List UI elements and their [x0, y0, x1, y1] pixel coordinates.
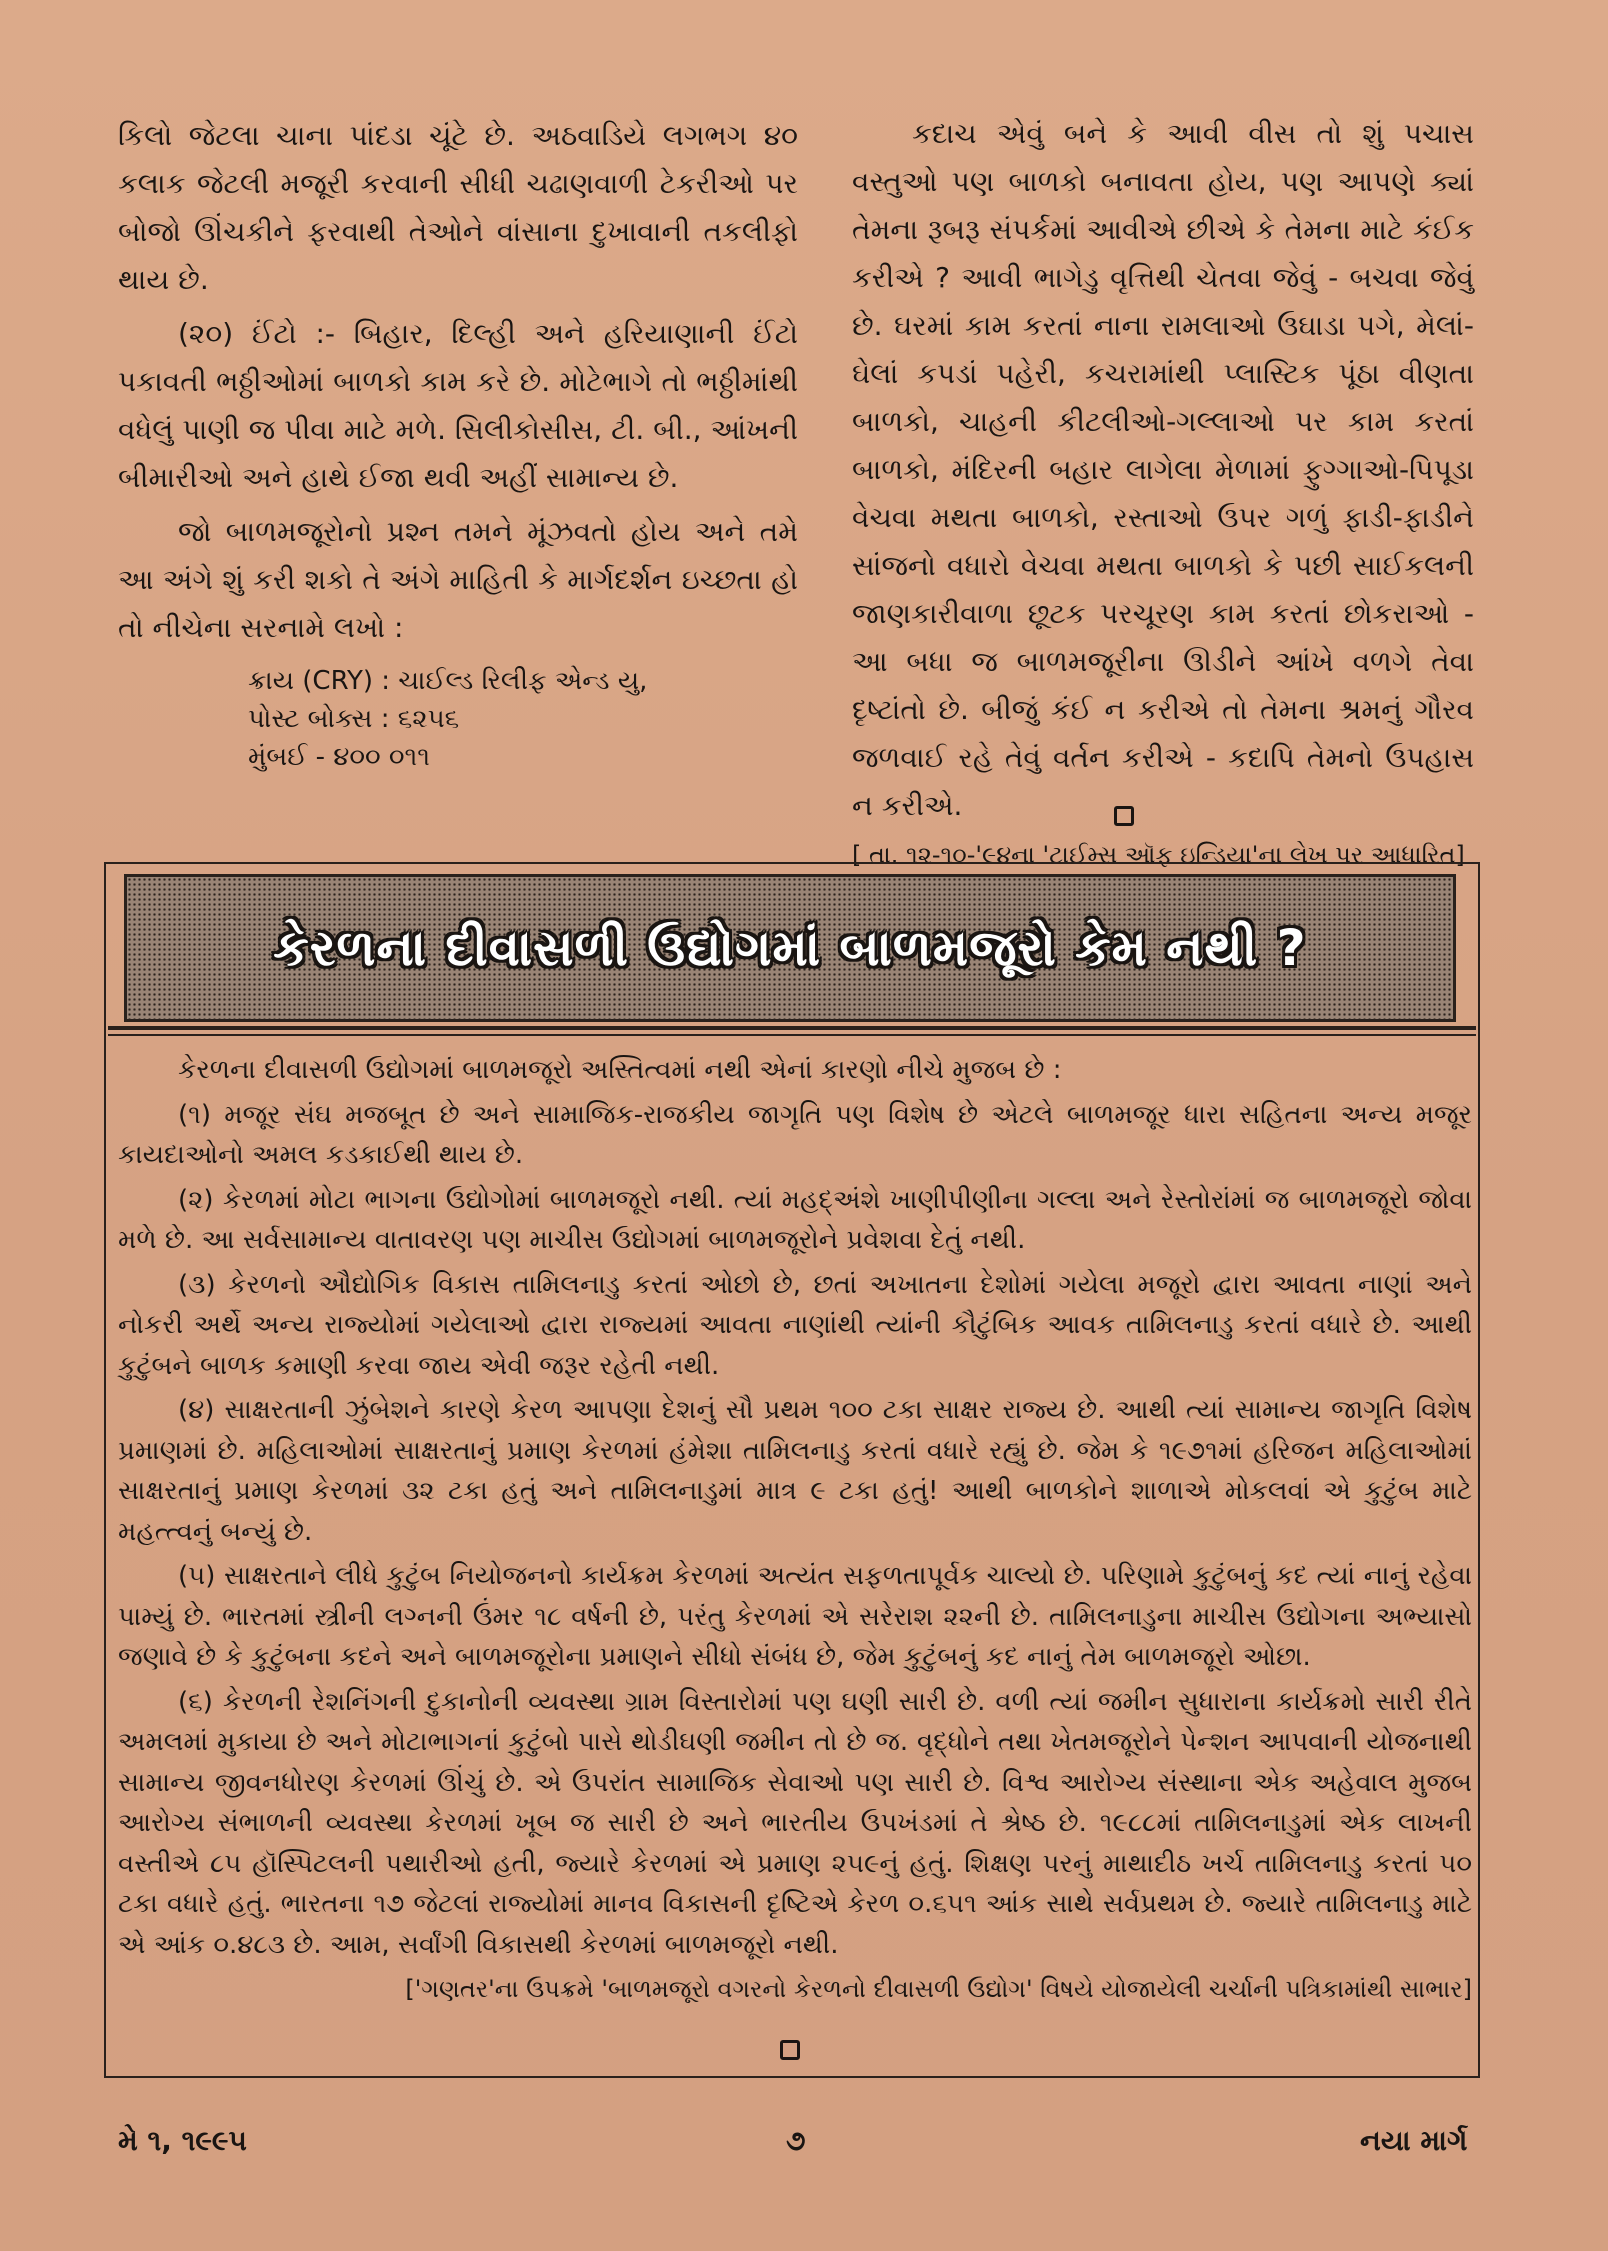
article-point-6: (૬) કેરળની રેશનિંગની દુકાનોની વ્યવસ્થા ગ્રામ વિસ્તારોમાં પણ ઘણી સારી છે. વળી ત્યાં જમીન સુધારાના કાર્યક્રમો સારી રીતે અમલમાં મુકાયા છે અને મોટાભાગનાં કુટુંબો પાસે થોડીઘણી જમીન તો છે જ. વૃદ્ધોને તથા ખેતમજૂરોને પેન્શન આપવાની યોજનાથી સામાન્ય જીવનધોરણ કેરળમાં ઊંચું છે. એ ઉપરાંત સામાજિક સેવાઓ પણ સારી છે. વિશ્વ આરોગ્ય સંસ્થાના એક અહેવાલ મુજબ આરોગ્ય સંભાળની વ્યવસ્થા કેરળમાં ખૂબ જ સારી છે અને ભારતીય ઉપખંડમાં તે શ્રેષ્ઠ છે. ૧૯૮૮માં તામિલનાડુમાં એક લાખની વસ્તીએ ૮૫ હૉસ્પિટલની પથારીઓ હતી, જ્યારે કેરળમાં એ પ્રમાણ ૨૫૯નું હતું. શિક્ષણ પરનું માથાદીઠ ખર્ચ તામિલનાડુ કરતાં ૫૦ ટકા વધારે હતું. ભારતના ૧૭ જેટલાં રાજ્યોમાં માનવ વિકાસની દૃષ્ટિએ કેરળ ૦.૬૫૧ આંક સાથે સર્વપ્રથમ છે. જ્યારે તામિલનાડુ માટે એ આંક ૦.૪૮૩ છે. આમ, સર્વાંગી વિકાસથી કેરળમાં બાળમજૂરો નથી. — [118, 1686, 1472, 1960]
right-column — [852, 110, 1474, 874]
article-title-banner — [124, 874, 1456, 1022]
address-block — [248, 662, 798, 776]
article-title: કેરળના દીવાસળી ઉદ્યોગમાં બાળમજૂરો કેમ નથી ? — [273, 918, 1307, 977]
footer-magazine-name: નયા માર્ગ — [1360, 2124, 1468, 2157]
article-point-3: (૩) કેરળનો ઔદ્યોગિક વિકાસ તામિલનાડુ કરતાં ઓછો છે, છતાં અખાતના દેશોમાં ગયેલા મજૂરો દ્વારા આવતા નાણાં અને નોકરી અર્થે અન્ય રાજ્યોમાં ગયેલાઓ દ્વારા રાજ્યમાં આવતા નાણાંથી ત્યાંની કૌટુંબિક આવક તામિલનાડુ કરતાં વધારે છે. આથી કુટુંબને બાળક કમાણી કરવા જાય એવી જરૂર રહેતી નથી. — [118, 1269, 1472, 1381]
right-source-note: [ તા. ૧૨-૧૦-'૯૪ના 'ટાઈમ્સ ઑફ ઇન્ડિયા'ના લેખ પર આધારિત] — [852, 841, 1465, 869]
article-point-4: (૪) સાક્ષરતાની ઝુંબેશને કારણે કેરળ આપણા દેશનું સૌ પ્રથમ ૧૦૦ ટકા સાક્ષર રાજ્ય છે. આથી ત્યાં સામાન્ય જાગૃતિ વિશેષ પ્રમાણમાં છે. મહિલાઓમાં સાક્ષરતાનું પ્રમાણ કેરળમાં હંમેશા તામિલનાડુ કરતાં વધારે રહ્યું છે. જેમ કે ૧૯૭૧માં હરિજન મહિલાઓમાં સાક્ષરતાનું પ્રમાણ કેરળમાં ૩૨ ટકા હતું અને તામિલનાડુમાં માત્ર ૯ ટકા હતું! આથી બાળકોને શાળાએ મોકલવાં એ કુટુંબ માટે મહત્ત્વનું બન્યું છે. — [118, 1395, 1472, 1547]
right-para-1: કદાચ એવું બને કે આવી વીસ તો શું પચાસ વસ્તુઓ પણ બાળકો બનાવતા હોય, પણ આપણે ક્યાં તેમના રૂબરૂ સંપર્કમાં આવીએ છીએ કે તેમના માટે કંઈક કરીએ ? આવી ભાગેડુ વૃત્તિથી ચેતવા જેવું - બચવા જેવું છે. ઘરમાં કામ કરતાં નાના રામલાઓ ઉઘાડા પગે, મેલાં-ઘેલાં કપડાં પહેરી, કચરામાંથી પ્લાસ્ટિક પૂંઠા વીણતા બાળકો, ચાહની કીટલીઓ-ગલ્લાઓ પર કામ કરતાં બાળકો, મંદિરની બહાર લાગેલા મેળામાં ફુગ્ગાઓ-પિપૂડા વેચવા મથતા બાળકો, રસ્તાઓ ઉપર ગળું ફાડી-ફાડીને સાંજનો વધારો વેચવા મથતા બાળકો કે પછી સાઈકલની જાણકારીવાળા છૂટક પરચૂરણ કામ કરતાં છોકરાઓ - આ બધા જ બાળમજૂરીના ઊડીને આંખે વળગે તેવા દૃષ્ટાંતો છે. બીજું કંઈ ન કરીએ તો તેમના શ્રમનું ગૌરવ જળવાઈ રહે તેવું વર્તન કરીએ - કદાપિ તેમનો ઉપહાસ ન કરીએ. — [852, 117, 1474, 822]
footer-date: મે ૧, ૧૯૯૫ — [118, 2124, 247, 2157]
article-point-5: (૫) સાક્ષરતાને લીધે કુટુંબ નિયોજનનો કાર્યક્રમ કેરળમાં અત્યંત સફળતાપૂર્વક ચાલ્યો છે. પરિણામે કુટુંબનું કદ ત્યાં નાનું રહેવા પામ્યું છે. ભારતમાં સ્ત્રીની લગ્નની ઉંમર ૧૮ વર્ષની છે, પરંતુ કેરળમાં એ સરેરાશ ૨૨ની છે. તામિલનાડુના માચીસ ઉદ્યોગના અભ્યાસો જણાવે છે કે કુટુંબના કદને અને બાળમજૂરોના પ્રમાણને સીધો સંબંધ છે, જેમ કુટુંબનું કદ નાનું તેમ બાળમજૂરો ઓછા. — [118, 1561, 1472, 1672]
left-para-1: કિલો જેટલા ચાના પાંદડા ચૂંટે છે. અઠવાડિયે લગભગ ૪૦ કલાક જેટલી મજૂરી કરવાની સીધી ચઢાણવાળી ટેકરીઓ પર બોજો ઊંચકીને ફરવાથી તેઓને વાંસાના દુખાવાની તકલીફો થાય છે. — [118, 119, 798, 296]
title-rule-thick — [108, 1026, 1476, 1030]
article-body — [118, 1050, 1472, 2014]
left-para-3: જો બાળમજૂરોનો પ્રશ્ન તમને મૂંઝવતો હોય અને તમે આ અંગે શું કરી શકો તે અંગે માહિતી કે માર્ગદર્શન ઇચ્છતા હો તો નીચેના સરનામે લખો : — [118, 515, 798, 644]
article-intro: કેરળના દીવાસળી ઉદ્યોગમાં બાળમજૂરો અસ્તિત્વમાં નથી એનાં કારણો નીચે મુજબ છે : — [178, 1055, 1062, 1085]
address-line-3: મુંબઈ - ૪૦૦ ૦૧૧ — [248, 742, 431, 772]
address-line-1: ક્રાય (CRY) : ચાઈલ્ડ રિલીફ એન્ડ યુ, — [248, 666, 648, 696]
left-column — [118, 112, 798, 776]
article-point-2: (૨) કેરળમાં મોટા ભાગના ઉદ્યોગોમાં બાળમજૂરો નથી. ત્યાં મહદ્અંશે ખાણીપીણીના ગલ્લા અને રેસ્તોરાંમાં જ બાળમજૂરો જોવા મળે છે. આ સર્વસામાન્ય વાતાવરણ પણ માચીસ ઉદ્યોગમાં બાળમજૂરોને પ્રવેશવા દેતું નથી. — [118, 1184, 1472, 1255]
footer-page-number: ૭ — [786, 2124, 806, 2157]
article-source-note: ['ગણતર'ના ઉપક્રમે 'બાળમજૂરો વગરનો કેરળનો દીવાસળી ઉદ્યોગ' વિષયે યોજાયેલી ચર્ચાની પત્રિકામાંથી સાભાર] — [405, 1975, 1472, 2003]
left-para-2: (૨૦) ઈંટો :- બિહાર, દિલ્હી અને હરિયાણાની ઈંટો પકાવતી ભઠ્ઠીઓમાં બાળકો કામ કરે છે. મોટેભાગે તો ભઠ્ઠીમાંથી વધેલું પાણી જ પીવા માટે મળે. સિલીકોસીસ, ટી. બી., આંખની બીમારીઓ અને હાથે ઈજા થવી અહીં સામાન્ય છે. — [118, 317, 798, 494]
address-line-2: પોસ્ટ બોક્સ : ૬૨૫૬ — [248, 704, 460, 734]
end-mark-icon — [780, 2040, 800, 2060]
end-mark-icon — [1114, 806, 1134, 826]
article-point-1: (૧) મજૂર સંઘ મજબૂત છે અને સામાજિક-રાજકીય જાગૃતિ પણ વિશેષ છે એટલે બાળમજૂર ધારા સહિતના અન્ય મજૂર કાયદાઓનો અમલ કડકાઈથી થાય છે. — [118, 1099, 1472, 1170]
title-rule-thin — [108, 1034, 1476, 1036]
